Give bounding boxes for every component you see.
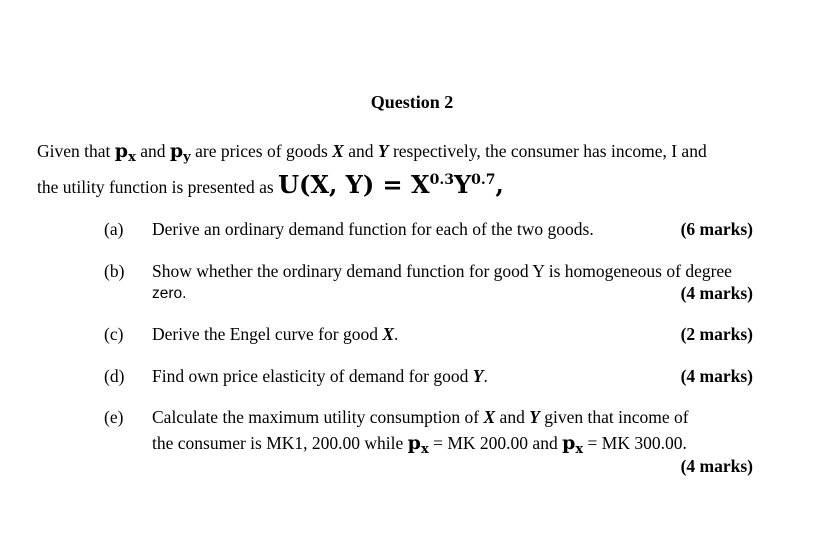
part-a-marks: (6 marks) <box>680 219 753 239</box>
part-c-label: (c) <box>104 324 124 344</box>
price-y-symbol: $p_y$ <box>169 140 191 165</box>
intro-line-2 <box>37 170 504 199</box>
part-b-label: (b) <box>104 261 125 281</box>
part-e-label: (e) <box>104 407 124 427</box>
part-e-price-2: $p_x$ <box>562 432 584 457</box>
goods-y: Y <box>377 141 389 161</box>
utility-function: U(X, $Y) = X^{0.3}Y^{0.7}$, <box>278 170 504 199</box>
part-b-marks: (4 marks) <box>680 283 753 303</box>
part-e-text-b: given that income of <box>544 407 689 427</box>
part-e-line-1 <box>152 407 689 428</box>
goods-x: X <box>332 141 344 161</box>
intro-are-prices: are prices of goods <box>195 141 328 161</box>
part-e-eq-1: = MK 200.00 and <box>433 433 558 453</box>
part-e-line-2 <box>152 432 687 457</box>
part-e-line2-a: the consumer is MK1, 200.00 while <box>152 433 404 453</box>
price-x-symbol: $p_x$ <box>114 140 136 165</box>
part-c-text-line <box>152 324 398 345</box>
intro-line-1 <box>37 140 707 165</box>
part-b-text-2: zero. <box>152 285 187 302</box>
part-d-end: . <box>483 366 488 386</box>
intro-respectively: respectively, the consumer has income, I and <box>392 141 707 161</box>
part-e-and: and <box>499 407 525 427</box>
question-title: Question 2 <box>370 92 454 112</box>
part-d-marks: (4 marks) <box>680 366 753 386</box>
intro-goods-and: and <box>348 141 374 161</box>
part-b-text: Show whether the ordinary demand function for good Y is homogeneous of degree <box>152 261 732 281</box>
part-a-text: Derive an ordinary demand function for each of the two goods. <box>152 219 594 239</box>
part-e-eq-2: = MK 300.00. <box>587 433 687 453</box>
part-d-var: Y <box>472 366 484 386</box>
intro-given-that: Given that <box>37 141 111 161</box>
part-c-marks: (2 marks) <box>680 324 753 344</box>
part-e-var-x: X <box>483 407 496 427</box>
part-e-text-a: Calculate the maximum utility consumption of <box>152 407 480 427</box>
part-e-marks: (4 marks) <box>680 456 753 476</box>
part-d-text: Find own price elasticity of demand for good <box>152 366 469 386</box>
intro-and: and <box>140 141 166 161</box>
part-e-price-1: $p_x$ <box>407 432 429 457</box>
part-c-text: Derive the Engel curve for good <box>152 324 378 344</box>
part-d-label: (d) <box>104 366 125 386</box>
part-a-label: (a) <box>104 219 124 239</box>
part-e-var-y: Y <box>529 407 540 427</box>
part-d-text-line <box>152 366 488 387</box>
part-c-end: . <box>394 324 399 344</box>
intro-utility-text: the utility function is presented as <box>37 177 274 197</box>
part-c-var: X <box>382 324 395 344</box>
